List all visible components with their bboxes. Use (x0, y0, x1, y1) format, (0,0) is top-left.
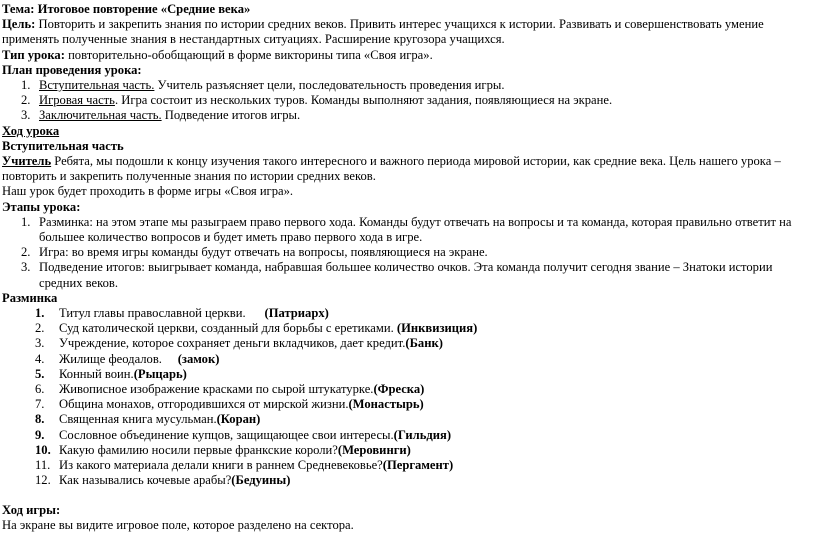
plan-item-text: . Игра состоит из нескольких туров. Команды выполняют задания, появляющиеся на экране. (114, 93, 613, 108)
warmup-answer: (Меровинги) (337, 442, 411, 457)
goal-text: Повторить и закрепить знания по истории средних веков. Привить интерес учащихся к истории. Развивать и совершенствовать умение применять полученные знания в нестандартных ситуациях. Расширение кругозора учащихся. (2, 17, 764, 47)
plan-item (2, 93, 816, 108)
warmup-question (2, 352, 816, 367)
warmup-question-text: Учреждение, которое сохраняет деньги вкладчиков, дает кредит. (59, 336, 406, 351)
warmup-question (2, 428, 816, 443)
warmup-question (2, 336, 816, 351)
warmup-answer: (Инквизиция) (396, 321, 478, 336)
warmup-question (2, 321, 816, 336)
warmup-question (2, 397, 816, 412)
stage-item-number: 3. (21, 260, 31, 275)
warmup-question-text: Община монахов, отгородившихся от мирской жизни. (59, 397, 349, 412)
lesson-type-line (2, 48, 816, 63)
teacher-speech (2, 154, 816, 184)
warmup-question-text: Живописное изображение красками по сырой штукатурке. (59, 382, 374, 397)
goal-label: Цель: (2, 17, 36, 32)
intro-line-2: Наш урок будет проходить в форме игры «Своя игра». (2, 184, 294, 199)
warmup-question (2, 367, 816, 382)
lesson-type-value: повторительно-обобщающий в форме викторины типа «Своя игра». (68, 47, 433, 62)
plan-item (2, 108, 816, 123)
game-heading: Ход игры: (2, 502, 61, 517)
warmup-list (2, 306, 816, 488)
warmup-question (2, 382, 816, 397)
stage-item (2, 260, 816, 290)
topic-label: Тема: (2, 2, 35, 16)
stage-item-number: 1. (21, 214, 31, 229)
warmup-question-number: 1. (35, 306, 45, 321)
warmup-question (2, 473, 816, 488)
warmup-question-number: 9. (35, 427, 45, 442)
warmup-question-text: Жилище феодалов. (59, 351, 178, 366)
teacher-label: Учитель (2, 154, 52, 169)
stage-item (2, 215, 816, 245)
warmup-question-number: 12. (35, 473, 51, 488)
plan-item-title: Вступительная часть. (39, 78, 155, 93)
warmup-question-text: Титул главы православной церкви. (59, 306, 265, 321)
warmup-question-number: 8. (35, 412, 45, 427)
warmup-question-number: 10. (35, 442, 51, 457)
warmup-answer: (Монастырь) (348, 397, 424, 412)
plan-item-number: 3. (21, 108, 31, 123)
stages-list (2, 215, 816, 291)
warmup-answer: (Пергамент) (382, 458, 454, 473)
plan-item-text: Учитель разъясняет цели, последовательность проведения игры. (154, 78, 505, 93)
warmup-question-text: Суд католической церкви, созданный для борьбы с еретиками. (59, 321, 397, 336)
stage-item-text: Разминка: на этом этапе мы разыграем право первого хода. Команды будут отвечать на вопросы и та команда, которая правильно ответит на большее количество вопросов и будет иметь право первого хода в игре. (39, 214, 792, 245)
warmup-question-number: 4. (35, 351, 45, 366)
warmup-answer: (Банк) (405, 336, 443, 351)
intro-heading: Вступительная часть (2, 138, 124, 153)
warmup-question (2, 443, 816, 458)
warmup-question-text: Из какого материала делали книги в раннем Средневековье? (59, 458, 383, 473)
warmup-answer: (замок) (177, 351, 220, 366)
warmup-answer: (Коран) (216, 412, 261, 427)
warmup-question-number: 5. (35, 366, 45, 381)
warmup-question-text: Как назывались кочевые арабы? (59, 473, 232, 488)
blank-line (2, 489, 816, 503)
plan-item (2, 78, 816, 93)
warmup-question-text: Священная книга мусульман. (59, 412, 217, 427)
plan-heading: План проведения урока: (2, 62, 142, 77)
topic-line (2, 2, 816, 17)
teacher-text: Ребята, мы подошли к концу изучения такого интересного и важного периода мировой истории, как средние века. Цель нашего урока – повторить и закрепить полученные знания по истории средних веков. (2, 154, 781, 184)
stage-item (2, 245, 816, 260)
plan-item-title: Игровая часть (39, 93, 115, 108)
warmup-question-number: 2. (35, 321, 45, 336)
warmup-question-text: Конный воин. (59, 366, 134, 381)
warmup-question-number: 11. (35, 458, 51, 473)
warmup-question (2, 306, 816, 321)
goal-line (2, 17, 816, 47)
warmup-question-number: 3. (35, 336, 45, 351)
warmup-question (2, 412, 816, 427)
warmup-answer: (Рыцарь) (133, 366, 187, 381)
warmup-question-number: 6. (35, 382, 45, 397)
warmup-question (2, 458, 816, 473)
topic-value: Итоговое повторение «Средние века» (37, 2, 251, 16)
lesson-type-label: Тип урока: (2, 47, 65, 62)
warmup-answer: (Патриарх) (264, 306, 329, 321)
stage-item-text: Игра: во время игры команды будут отвечать на вопросы, появляющиеся на экране. (39, 245, 488, 260)
warmup-heading: Разминка (2, 290, 58, 305)
warmup-question-text: Какую фамилию носили первые франкские короли? (59, 442, 338, 457)
plan-item-title: Заключительная часть. (39, 108, 162, 123)
plan-list (2, 78, 816, 124)
plan-item-text: Подведение итогов игры. (161, 108, 301, 123)
plan-item-number: 2. (21, 93, 31, 108)
warmup-question-number: 7. (35, 397, 45, 412)
stages-heading: Этапы урока: (2, 199, 81, 214)
warmup-answer: (Гильдия) (393, 427, 452, 442)
warmup-question-text: Сословное объединение купцов, защищающее свои интересы. (59, 427, 394, 442)
game-text: На экране вы видите игровое поле, которое разделено на сектора. (2, 517, 354, 532)
stage-item-number: 2. (21, 245, 31, 260)
stage-item-text: Подведение итогов: выигрывает команда, набравшая большее количество очков. Эта команда получит сегодня звание – Знатоки истории средних веков. (39, 260, 773, 290)
warmup-answer: (Бедуины) (231, 473, 291, 488)
course-heading: Ход урока (2, 123, 60, 138)
plan-item-number: 1. (21, 78, 31, 93)
warmup-answer: (Фреска) (373, 382, 425, 397)
